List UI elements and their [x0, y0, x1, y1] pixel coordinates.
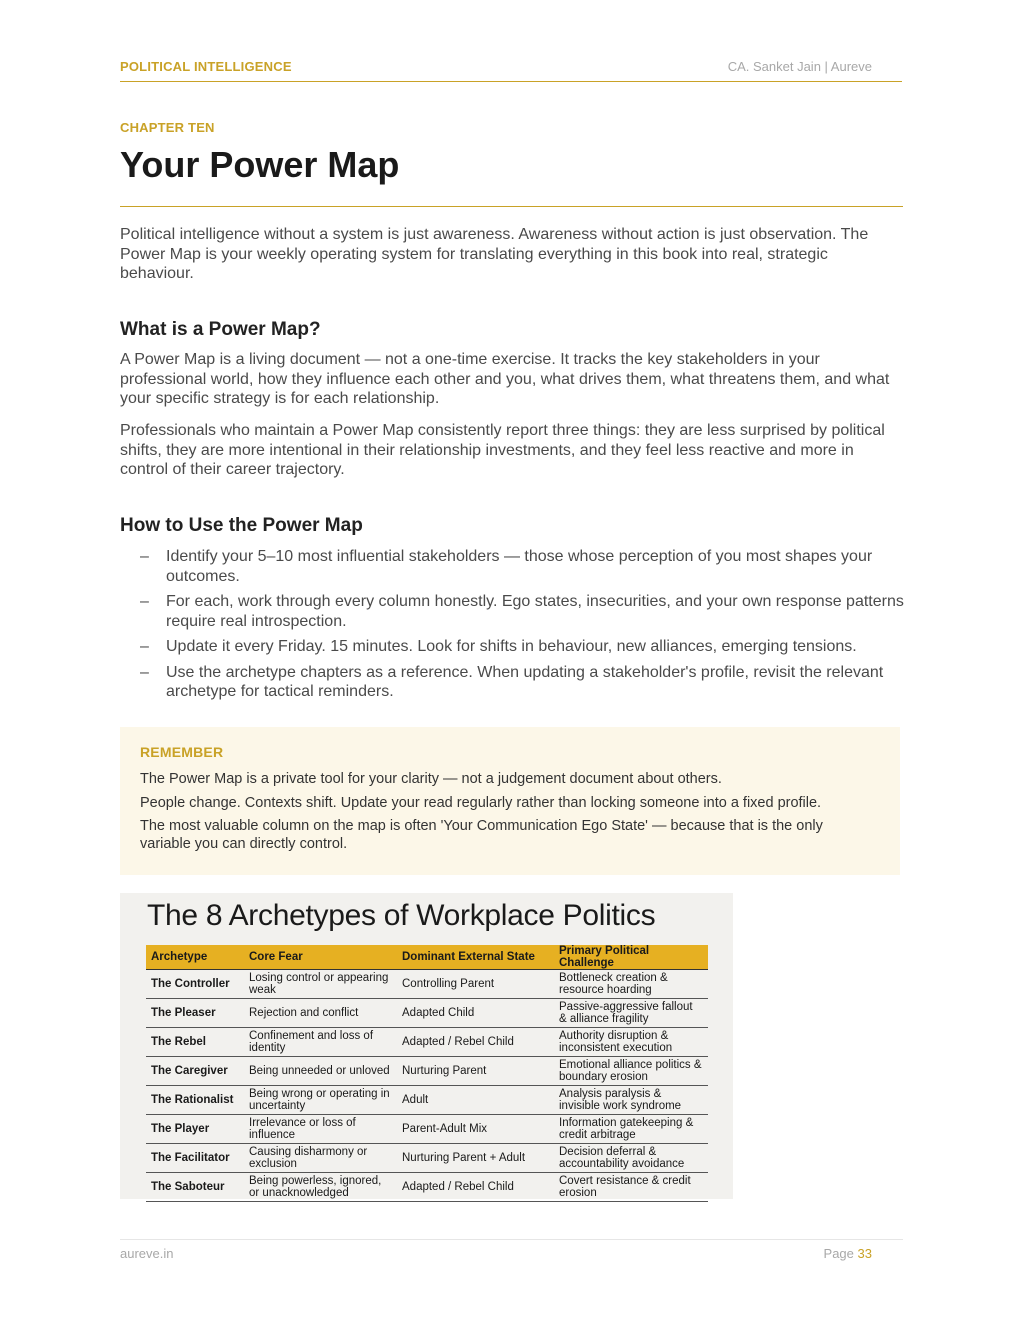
section1-paragraph-2: Professionals who maintain a Power Map consistently report three things: they are less surprised by political shifts, they are more intentional in their relationship investments, and they feel less reactive and more in control of their career trajectory.	[120, 422, 885, 478]
table-row	[146, 1144, 708, 1173]
dash-bullet: –	[140, 593, 149, 610]
page-title: Your Power Map	[120, 144, 400, 185]
remember-callout	[120, 727, 900, 875]
table-cell: Adapted Child	[397, 999, 554, 1028]
dash-bullet: –	[140, 548, 149, 565]
table-cell: The Rationalist	[146, 1086, 244, 1115]
section1-paragraph-1: A Power Map is a living document — not a one-time exercise. It tracks the key stakeholders in your professional world, how they influence each other and you, what drives them, what threatens them, and what your specific strategy is for each relationship.	[120, 351, 890, 407]
list-item-text: Identify your 5–10 most influential stakeholders — those whose perception of you most shapes your outcomes.	[166, 548, 873, 585]
dash-bullet: –	[140, 638, 149, 655]
table-header-row	[146, 945, 708, 970]
table-cell: Emotional alliance politics & boundary erosion	[554, 1057, 708, 1086]
table-cell: The Player	[146, 1115, 244, 1144]
table-cell: Passive-aggressive fallout & alliance fragility	[554, 999, 708, 1028]
table-row	[146, 1057, 708, 1086]
table-cell: Decision deferral & accountability avoidance	[554, 1144, 708, 1173]
callout-line: The most valuable column on the map is often 'Your Communication Ego State' — because that is the only variable you can directly control.	[140, 818, 823, 852]
table-cell: Nurturing Parent + Adult	[397, 1144, 554, 1173]
table-cell: Covert resistance & credit erosion	[554, 1173, 708, 1202]
table-row	[146, 999, 708, 1028]
column-header: Core Fear	[244, 945, 397, 970]
table-cell: Being wrong or operating in uncertainty	[244, 1086, 397, 1115]
table-cell: Nurturing Parent	[397, 1057, 554, 1086]
callout-line: People change. Contexts shift. Update your read regularly rather than locking someone into a fixed profile.	[140, 795, 822, 811]
intro-paragraph: Political intelligence without a system is just awareness. Awareness without action is just observation. The Power Map is your weekly operating system for translating everything in this book into real, strategic behaviour.	[120, 226, 869, 282]
table-cell: The Facilitator	[146, 1144, 244, 1173]
how-to-list	[140, 547, 910, 708]
table-cell: Parent-Adult Mix	[397, 1115, 554, 1144]
column-header: Primary Political Challenge	[554, 945, 708, 970]
page-number-value: 33	[857, 1246, 872, 1261]
callout-title: REMEMBER	[140, 744, 224, 760]
section-heading-what: What is a Power Map?	[120, 319, 321, 340]
archetypes-table-figure	[120, 893, 733, 1199]
column-header: Archetype	[146, 945, 244, 970]
table-title: The 8 Archetypes of Workplace Politics	[147, 899, 656, 932]
list-item-text: Update it every Friday. 15 minutes. Look for shifts in behaviour, new alliances, emerging tensions.	[166, 638, 857, 655]
table-cell: Analysis paralysis & invisible work syndrome	[554, 1086, 708, 1115]
table-cell: The Pleaser	[146, 999, 244, 1028]
list-item	[140, 637, 910, 657]
page-number	[824, 1246, 872, 1261]
callout-line: The Power Map is a private tool for your clarity — not a judgement document about others.	[140, 771, 722, 787]
list-item-text: For each, work through every column honestly. Ego states, insecurities, and your own response patterns require real introspection.	[166, 593, 904, 630]
table-cell: Being unneeded or unloved	[244, 1057, 397, 1086]
table-cell: Adapted / Rebel Child	[397, 1173, 554, 1202]
list-item	[140, 592, 910, 631]
table-cell: Being powerless, ignored, or unacknowledged	[244, 1173, 397, 1202]
table-cell: The Caregiver	[146, 1057, 244, 1086]
table-cell: Causing disharmony or exclusion	[244, 1144, 397, 1173]
dash-bullet: –	[140, 663, 149, 681]
table-row	[146, 1115, 708, 1144]
table-cell: Losing control or appearing weak	[244, 970, 397, 999]
list-item	[140, 663, 910, 702]
table-cell: The Saboteur	[146, 1173, 244, 1202]
table-row	[146, 1028, 708, 1057]
table-cell: Confinement and loss of identity	[244, 1028, 397, 1057]
table-cell: Adult	[397, 1086, 554, 1115]
footer-divider	[120, 1239, 903, 1240]
table-cell: Adapted / Rebel Child	[397, 1028, 554, 1057]
footer-website: aureve.in	[120, 1246, 174, 1261]
chapter-label: CHAPTER TEN	[120, 120, 215, 135]
author-credit: CA. Sanket Jain | Aureve	[727, 59, 872, 74]
table-row	[146, 970, 708, 999]
table-row	[146, 1173, 708, 1202]
table-cell: The Controller	[146, 970, 244, 999]
table-cell: Information gatekeeping & credit arbitrage	[554, 1115, 708, 1144]
title-divider	[120, 206, 903, 207]
archetypes-table	[146, 945, 708, 1202]
table-cell: Irrelevance or loss of influence	[244, 1115, 397, 1144]
column-header: Dominant External State	[397, 945, 554, 970]
table-row	[146, 1086, 708, 1115]
table-cell: Bottleneck creation & resource hoarding	[554, 970, 708, 999]
page-label: Page	[823, 1246, 854, 1261]
table-cell: Authority disruption & inconsistent execution	[554, 1028, 708, 1057]
page-header	[120, 59, 902, 82]
book-title: POLITICAL INTELLIGENCE	[120, 59, 292, 74]
section-heading-how: How to Use the Power Map	[120, 515, 363, 536]
table-cell: Rejection and conflict	[244, 999, 397, 1028]
table-cell: The Rebel	[146, 1028, 244, 1057]
table-cell: Controlling Parent	[397, 970, 554, 999]
list-item-text: Use the archetype chapters as a reference. When updating a stakeholder's profile, revisit the relevant archetype for tactical reminders.	[166, 663, 884, 700]
list-item	[140, 547, 910, 586]
